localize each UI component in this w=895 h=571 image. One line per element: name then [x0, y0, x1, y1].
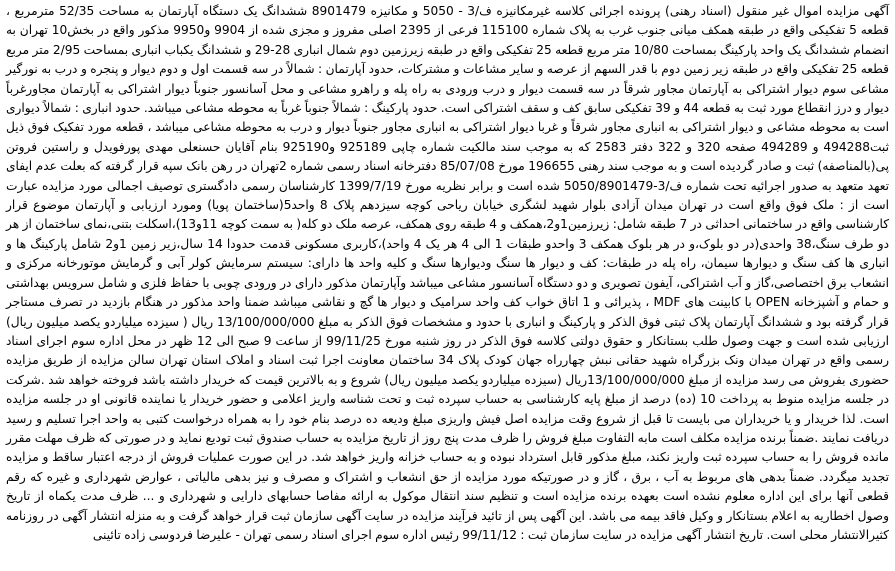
auction-notice	[6, 2, 889, 569]
auction-notice-text: آگهی مزایده اموال غیر منقول (اسناد رهنی) پرونده اجرائی کلاسه غیرمکانیزه ف/3 - 5050 و مکانیزه 8901479 ششدانگ یک دستگاه آپارتمان به مساحت 52/35 مترمربع ، قطعه 5 تفکیکی واقع در طبقه همکف میانی جنوب غرب به پلاک شماره 115100 فرعی از 2395 اصلی مفروز و مجزی شده از 9904 و9950 مذکور واقع در بخش10 تهران به انضمام ششدانگ یک واحد پارکینگ بمساحت 10/80 متر مربع قطعه 25 تفکیکی واقع در طبقه زیرزمین دوم شمال انباری 28-29 و ششدانگ یکباب انباری بمساحت 2/95 متر مربع قطعه 25 تفکیکی واقع در طبقه زیر زمین دوم با قدر السهم از عرصه و سایر مشاعات و مشترکات، حدود آپارتمان : شمالاً در سه قسمت اول و دوم دیوار و پنجره و درب به نورگیر مشاعی سوم دیوار اشتراکی به آپارتمان مجاور شرقاً در سه قسمت دیوار و درب ورودی به راه پله و راهرو مشاعی و محل آسانسور جنوباً دیوار اشتراکی به آپارتمان مجاورغرباً دیوار و درز انقطاع مورد ثبت به قطعه 44 و 39 تفکیکی سابق کف و سقف اشتراکی است. حدود پارکینگ : شمالاً جنوباً غرباً به محوطه مشاعی میباشد. حدود انباری : شمالاً دیواری است به محوطه مشاعی و دیوار اشتراکی به انباری مجاور شرقاً و غربا دیوار اشتراکی به انباری مجاور جنوباً دیوار و درب به محوطه مشاعی میباشد ، قطعه مورد تفکیک فوق ذیل ثبت494288 و 494289 صفحه 320 و 322 دفتر 2583 که به موجب سند مالکیت شماره چاپی 925189 و925190 بنام آقایان حسنعلی مهدی پورفویدل و راستین فروتن پی(بالمناصفه) ثبت و صادر گردیده است و به موجب سند رهنی 196655 مورخ 85/07/08 دفترخانه اسناد رسمی شماره 2تهران در رهن بانک سپه قرار گرفته که بعلت عدم ایفای تعهد متعهد به صدور اجرائیه تحت شماره ف/3-5050/8901479 شده است و برابر نظریه مورخ 1399/7/19 کارشناسان رسمی دادگستری توصیف اجمالی مورد مزایده عبارت است از : ملک فوق واقع است در تهران میدان آزادی بلوار شهید لشگری خیابان ریاحی کوچه سیزدهم پلاک 8 واحد5(ساختمان پویا) ومورد ارزیابی و آپارتمان موضوع قرار کارشناسی واقع در ساختمانی احداثی در 7 طبقه شامل: زیرزمین1و2،همکف و 4 طبقه روی همکف، عرصه ملک دو کله( به سمت کوچه 11و13)،اسکلت بتنی،نمای ساختمان از هر دو طرف سنگ،38 واحدی(در دو بلوک،و در هر بلوک همکف 3 واحدو طبقات 1 الی 4 هر یک 4 واحد)،کاربری مسکونی قدمت حدودا 14 سال،زیر زمین 1و2 شامل پارکینگ ها و انباری ها کف سنگ و دیوارها سیمان، راه پله در طبقات: کف و دیوار ها سنگ ودیوارها سنگ و کلیه واحد ها دارای: سیستم سرمایش کولر آبی و گرمایش موتورخانه مرکزی و انشعاب برق اختصاصی،گاز و آب اشتراکی، آیفون تصویری و دو دستگاه آسانسور مشاعی میباشد وآپارتمان مذکور دارای در ورودی چوبی با حفاظ فلزی و شامل سرویس بهداشتی و حمام و آشپزخانه OPEN با کابینت های MDF ، پذیرائی و 1 اتاق خواب کف واحد سرامیک و دیوار ها گچ و نقاشی میباشد ضمنا واحد مذکور در هنگام بازدید در تصرف مستاجر قرار گرفته بود و ششدانگ آپارتمان پلاک ثبتی فوق الذکر و پارکینگ و انباری با حدود و مشخصات فوق الذکر به مبلغ 13/100/000/000 ریال ( سیزده میلیاردو یکصد میلیون ریال) ارزیابی شده است و جهت وصول طلب بستانکار و حقوق دولتی کلاسه فوق الذکر در روز شنبه مورخ 99/11/25 از ساعت 9 صبح الی 12 ظهر در محل اداره سوم اجرای اسناد رسمی واقع در تهران میدان ونک بزرگراه شهید حقانی نبش چهارراه جهان کودک پلاک 34 ساختمان معاونت اجرا ثبت اسناد و املاک استان تهران سالن مزایده از طریق مزایده حضوری بفروش می رسد مزایده از مبلغ 13/100/000/000ریال (سیزده میلیاردو یکصد میلیون ریال) شروع و به بالاترین قیمت که خریدار داشته باشد فروخته خواهد شد .شرکت در جلسه مزایده منوط به پرداخت 10 (ده) درصد از مبلغ پایه کارشناسی به حساب سپرده ثبت و تحت شناسه واریز اعلامی و حضور خریدار یا نماینده قانونی او در جلسه مزایده است. لذا خریدار و یا خریداران می بایست تا قبل از شروع وقت مزایده اصل فیش واریزی مبلغ ودیعه ده درصد بنام خود را به همراه درخواست کتبی به واحد اجرا تسلیم و رسید دریافت نمایند .ضمناً برنده مزایده مکلف است مابه التفاوت مبلغ فروش را ظرف مدت پنج روز از تاریخ مزایده به حساب صندوق ثبت تودیع نماید و در صورتی که ظرف مهلت مقرر مانده فروش را به حساب سپرده ثبت واریز نکند، مبلغ مذکور قابل استرداد نبوده و به حساب خزانه واریز خواهد شد. در این صورت عملیات فروش از درجه اعتبار ساقط و مزایده تجدید میگردد. ضمناً بدهی های مربوط به آب ، برق ، گاز و در صورتیکه مورد مزایده از حق انشعاب و اشتراک و مصرف و نیز بدهی مالیاتی ، عوارض شهرداری و غیره که رقم قطعی آنها برای این اداره معلوم نشده است بعهده برنده مزایده است و تنظیم سند انتقال موکول به ارائه مفاصا حسابهای دارایی و شهرداری و ... ظرف مدت یکماه از تاریخ وصول اخطاریه به اعلام بستانکار و وکیل فاقد بیمه می باشد. این آگهی پس از تائید فرآیند مزایده در سایت آگهی سازمان ثبت قرار خواهد گرفت و به منزله انتشار آگهی در روزنامه کثیرالانتشار محلی است. تاریخ انتشار آگهی مزایده در سایت سازمان ثبت : 99/11/12 رئیس اداره سوم اجرای اسناد رسمی تهران - علیرضا فردوسی زاده تائینی	[6, 4, 890, 542]
